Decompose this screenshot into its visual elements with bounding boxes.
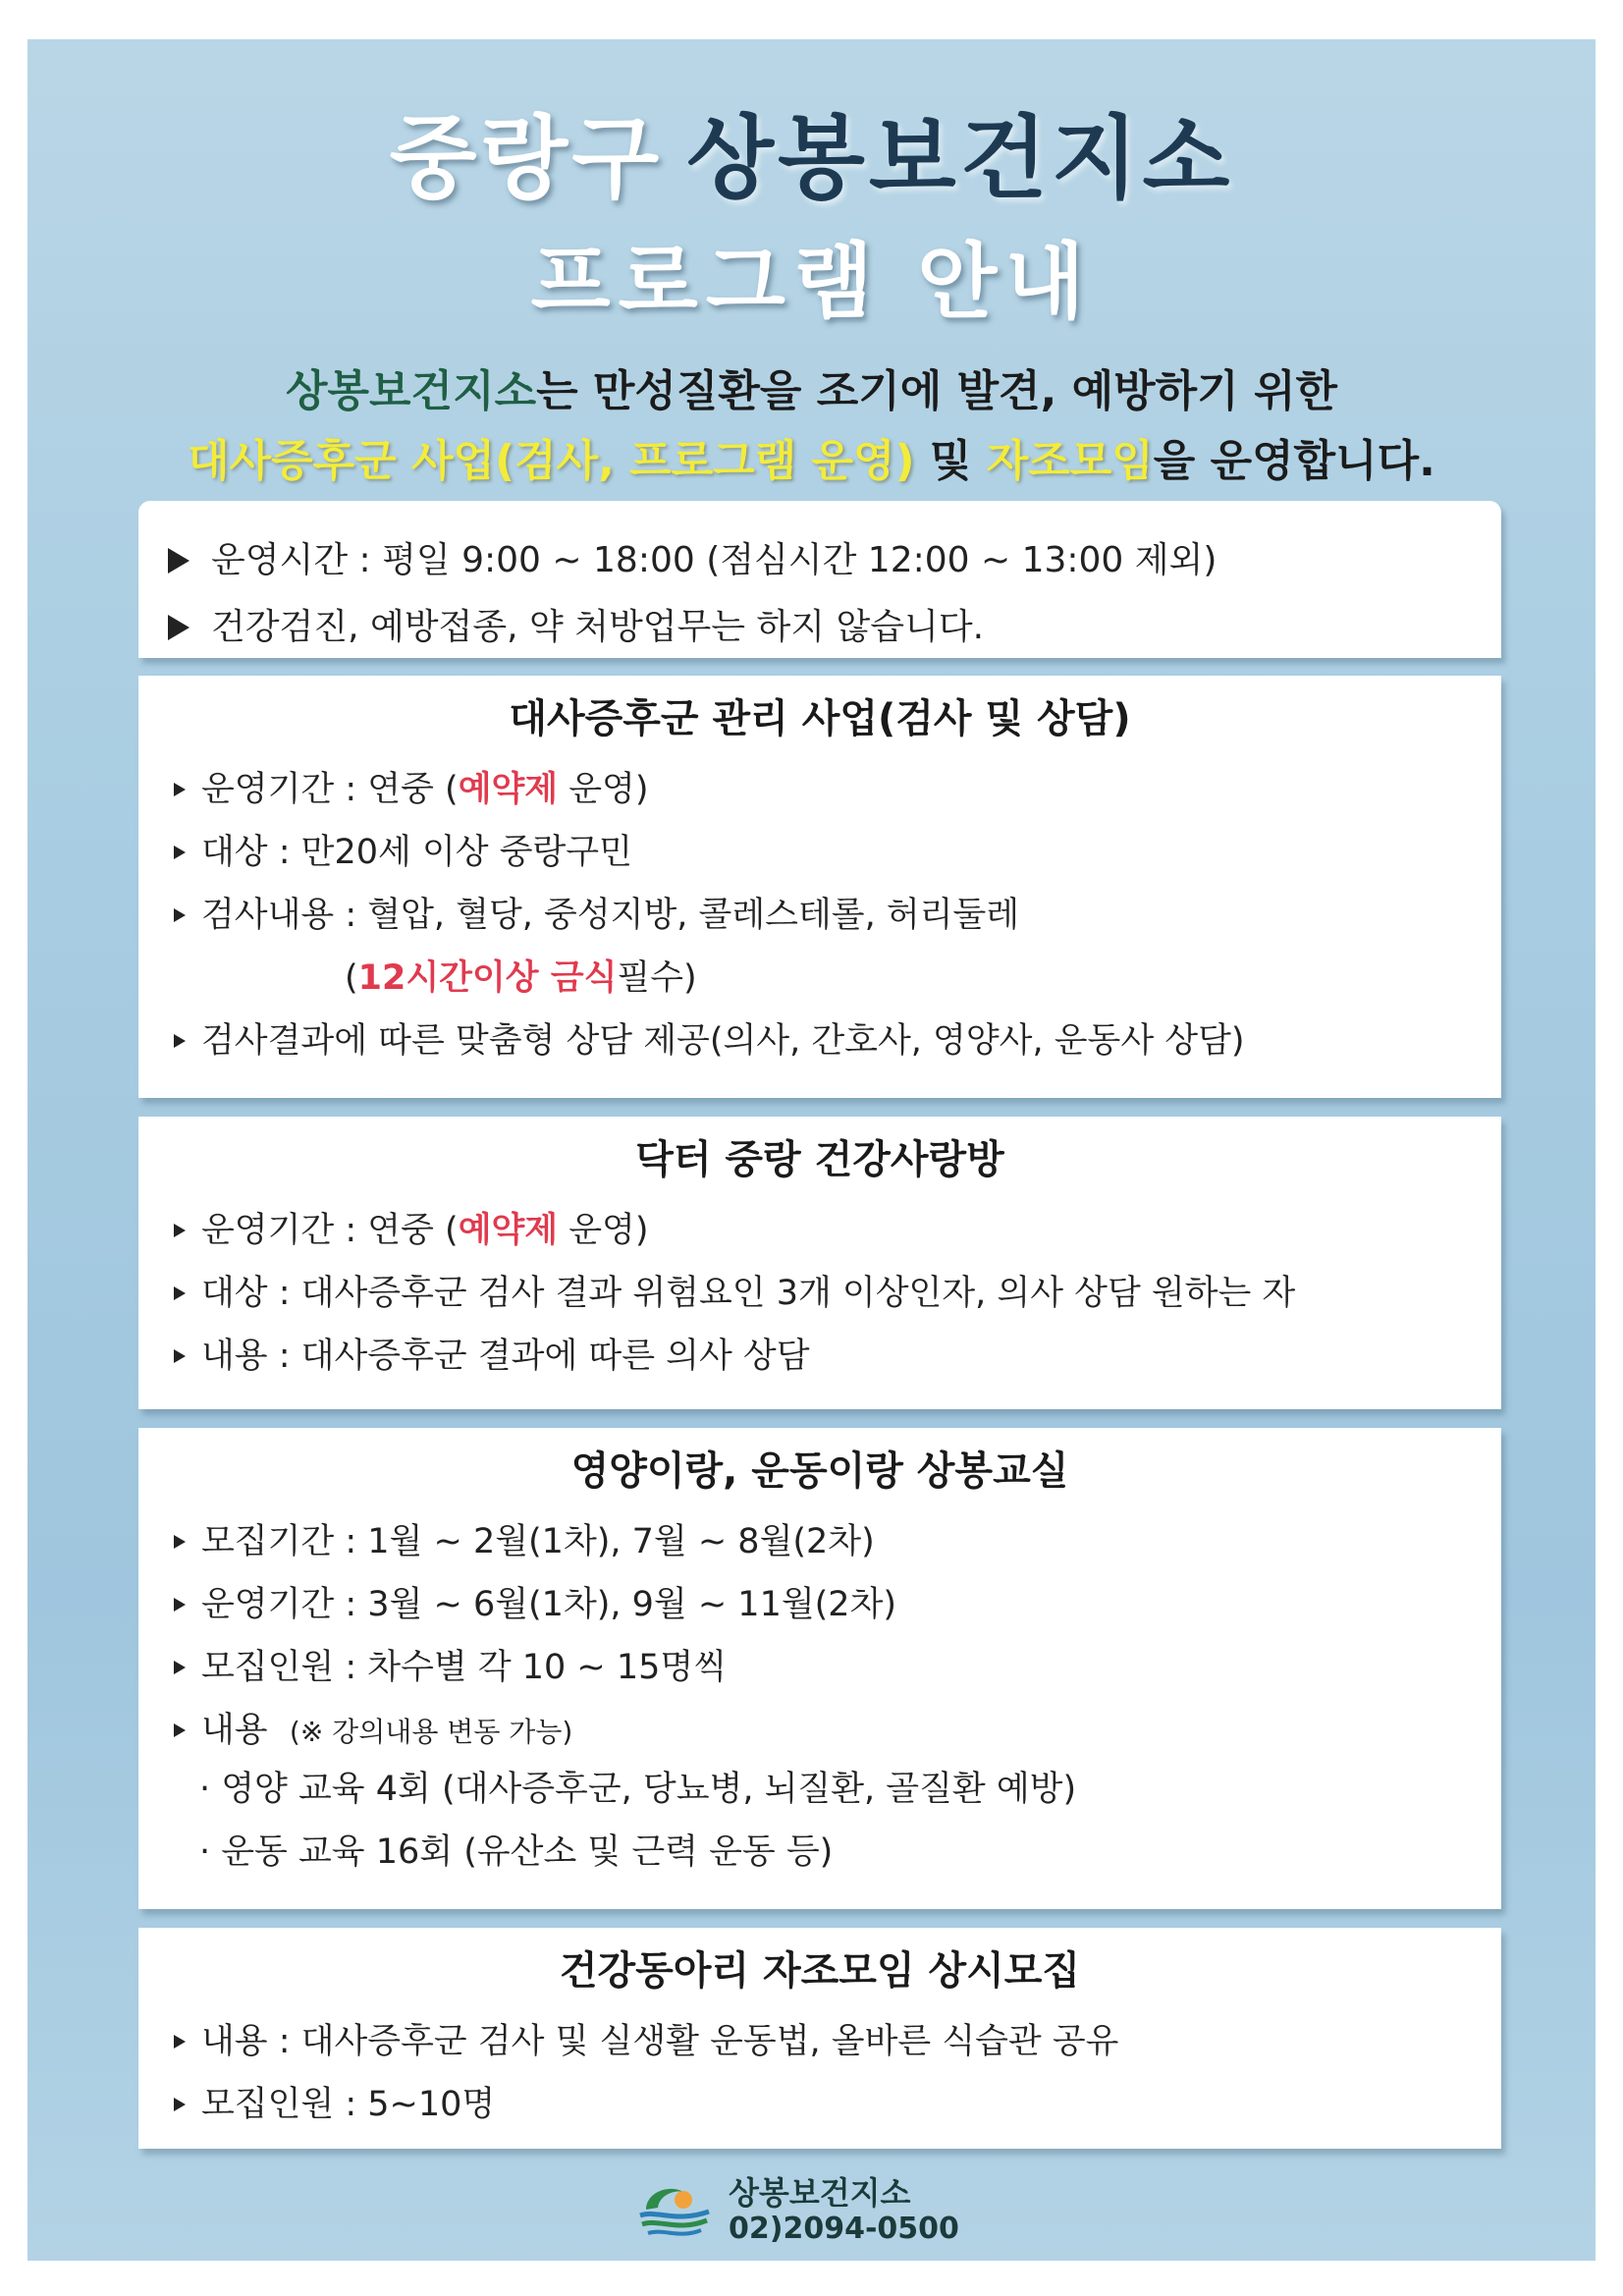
health-center-logo-icon	[636, 2180, 713, 2239]
footer-center-name: 상봉보건지소	[729, 2174, 911, 2212]
bullet-icon	[174, 2035, 186, 2049]
bullet-icon	[174, 1535, 186, 1549]
bullet-icon	[174, 908, 186, 922]
intro-line-2	[27, 425, 1596, 488]
bullet-icon	[174, 1598, 186, 1612]
triangle-bullet-icon	[168, 615, 189, 640]
list-item: 내용 : 대사증후군 결과에 따른 의사 상담	[174, 1329, 810, 1378]
list-item: 모집인원 : 5~10명	[174, 2077, 495, 2126]
hours-line: 운영시간 : 평일 9:00 ~ 18:00 (점심시간 12:00 ~ 13:00 제외)	[168, 532, 1217, 582]
bullet-icon	[174, 1224, 186, 1237]
intro-center-name: 상봉보건지소	[286, 366, 537, 416]
reservation-highlight: 예약제	[458, 1211, 559, 1250]
title-district: 중랑구	[389, 106, 664, 211]
intro-and: 및	[914, 436, 987, 486]
bullet-icon	[174, 1661, 186, 1674]
section-doctor-room	[138, 1117, 1501, 1409]
list-item: 운영기간 : 연중 (예약제 운영)	[174, 1203, 649, 1252]
section-nutrition-exercise	[138, 1428, 1501, 1909]
list-item: 내용 : 대사증후군 검사 및 실생활 운동법, 올바른 식습관 공유	[174, 2014, 1119, 2063]
footer-phone: 02)2094-0500	[729, 2212, 959, 2246]
section-metabolic-program	[138, 676, 1501, 1098]
intro-line-1-text: 는 만성질환을 조기에 발견, 예방하기 위한	[536, 366, 1337, 416]
list-item: 내용 (※ 강의내용 변동 가능)	[174, 1703, 572, 1752]
content-note: (※ 강의내용 변동 가능)	[289, 1716, 573, 1748]
section-title: 대사증후군 관리 사업(검사 및 상담)	[509, 696, 1131, 741]
notice-line: 건강검진, 예방접종, 약 처방업무는 하지 않습니다.	[168, 599, 984, 649]
bullet-icon	[174, 2098, 186, 2111]
bullet-icon	[174, 1349, 186, 1363]
poster	[27, 39, 1596, 2261]
sub-item: · 운동 교육 16회 (유산소 및 근력 운동 등)	[199, 1832, 834, 1872]
hours-box	[138, 501, 1501, 658]
list-item: 대상 : 만20세 이상 중랑구민	[174, 825, 632, 874]
intro-highlight-group: 자조모임	[986, 436, 1154, 486]
bullet-icon	[174, 783, 186, 796]
triangle-bullet-icon	[168, 548, 189, 574]
page-title	[27, 86, 1596, 216]
list-item: 운영기간 : 3월 ~ 6월(1차), 9월 ~ 11월(2차)	[174, 1577, 896, 1626]
section-title: 영양이랑, 운동이랑 상봉교실	[570, 1449, 1069, 1494]
bullet-icon	[174, 1286, 186, 1300]
page-subtitle: 프로그램 안내	[530, 234, 1093, 330]
sub-item: · 영양 교육 4회 (대사증후군, 당뇨병, 뇌질환, 골질환 예방)	[199, 1770, 1077, 1809]
intro-highlight-program: 대사증후군 사업(검사, 프로그램 운영)	[188, 436, 915, 486]
list-item: 모집기간 : 1월 ~ 2월(1차), 7월 ~ 8월(2차)	[174, 1514, 875, 1563]
intro-line-2-end: 을 운영합니다.	[1153, 436, 1435, 486]
list-item: 검사내용 : 혈압, 혈당, 중성지방, 콜레스테롤, 허리둘레	[174, 888, 1019, 937]
section-self-help-group	[138, 1928, 1501, 2149]
fasting-highlight: 12시간이상 금식	[357, 958, 618, 998]
bullet-icon	[174, 1723, 186, 1737]
list-item: 검사결과에 따른 맞춤형 상담 제공(의사, 간호사, 영양사, 운동사 상담)	[174, 1013, 1245, 1063]
list-item: 운영기간 : 연중 (예약제 운영)	[174, 762, 649, 811]
section-title: 닥터 중랑 건강사랑방	[635, 1137, 1004, 1182]
fasting-note: (12시간이상 금식필수)	[345, 958, 697, 998]
section-title: 건강동아리 자조모임 상시모집	[559, 1948, 1081, 1994]
title-center: 상봉보건지소	[686, 106, 1234, 211]
list-item: 대상 : 대사증후군 검사 결과 위험요인 3개 이상인자, 의사 상담 원하는 자	[174, 1266, 1295, 1315]
bullet-icon	[174, 846, 186, 859]
list-item: 모집인원 : 차수별 각 10 ~ 15명씩	[174, 1640, 727, 1689]
bullet-icon	[174, 1034, 186, 1048]
intro-line-1	[27, 355, 1596, 418]
reservation-highlight: 예약제	[458, 770, 559, 809]
